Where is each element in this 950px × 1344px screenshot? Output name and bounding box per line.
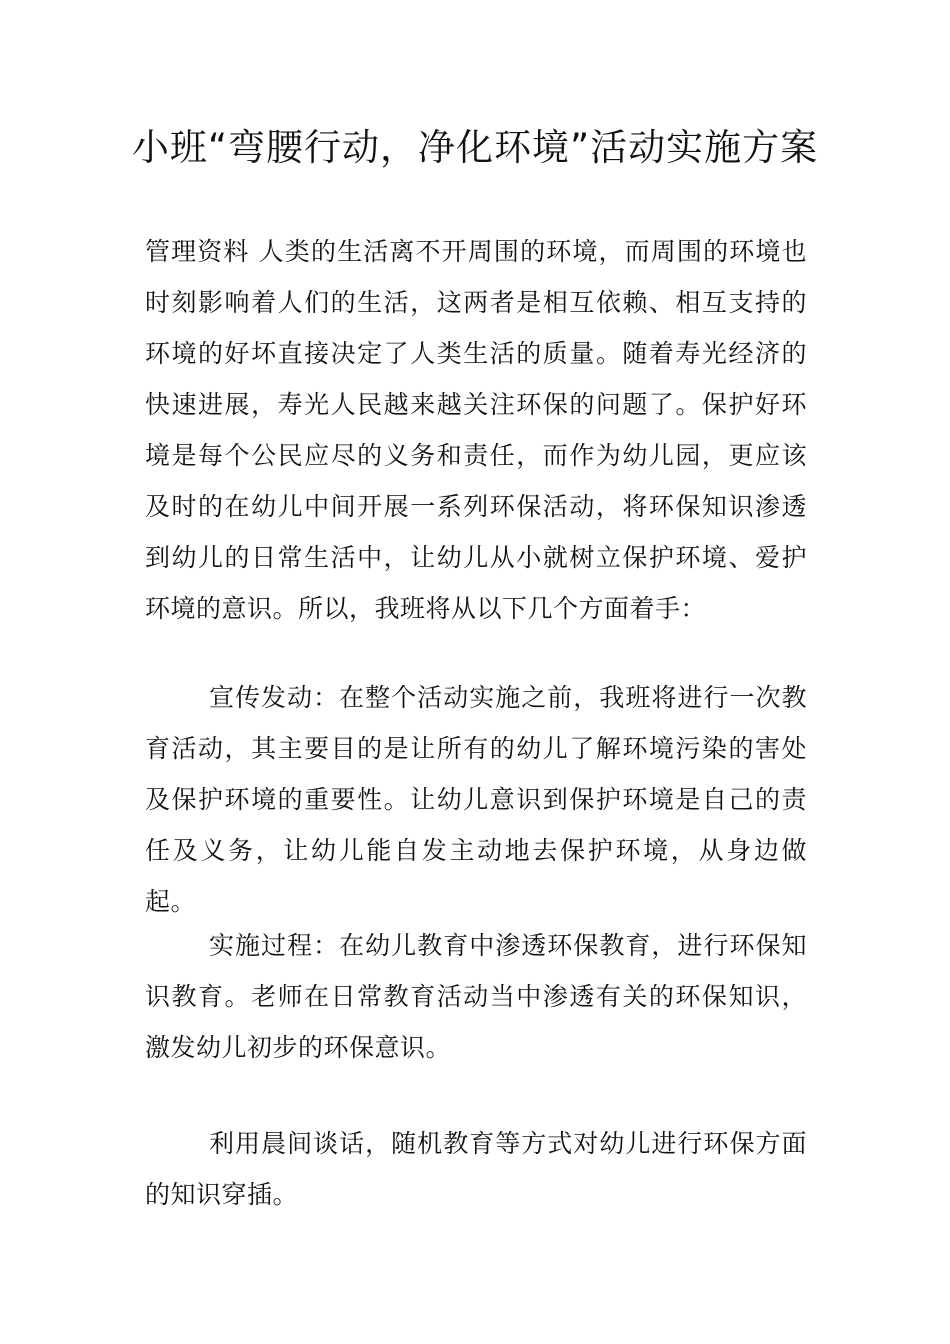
paragraph-morning-talk: 利用晨间谈话，随机教育等方式对幼儿进行环保方面的知识穿插。 <box>145 1129 807 1209</box>
paragraph-intro: 管理资料 人类的生活离不开周围的环境，而周围的环境也时刻影响着人们的生活，这两者是相互依赖、相互支持的环境的好坏直接决定了人类生活的质量。随着寿光经济的快速进展，寿光人民越来越关注环保的问题了。保护好环境是每个公民应尽的义务和责任，而作为幼儿园，更应该及时的在幼儿中间开展一系列环保活动，将环保知识渗透到幼儿的日常生活中，让幼儿从小就树立保护环境、爱护环境的意识。所以，我班将从以下几个方面着手： <box>145 237 807 623</box>
paragraph-publicity: 宣传发动：在整个活动实施之前，我班将进行一次教育活动，其主要目的是让所有的幼儿了解环境污染的害处及保护环境的重要性。让幼儿意识到保护环境是自己的责任及义务，让幼儿能自发主动地去保护环境，从身边做起。 <box>145 683 807 916</box>
paragraph-implementation: 实施过程：在幼儿教育中渗透环保教育，进行环保知识教育。老师在日常教育活动当中渗透有关的环保知识，激发幼儿初步的环保意识。 <box>145 931 807 1062</box>
document-title: 小班“弯腰行动，净化环境”活动实施方案 <box>131 126 819 169</box>
